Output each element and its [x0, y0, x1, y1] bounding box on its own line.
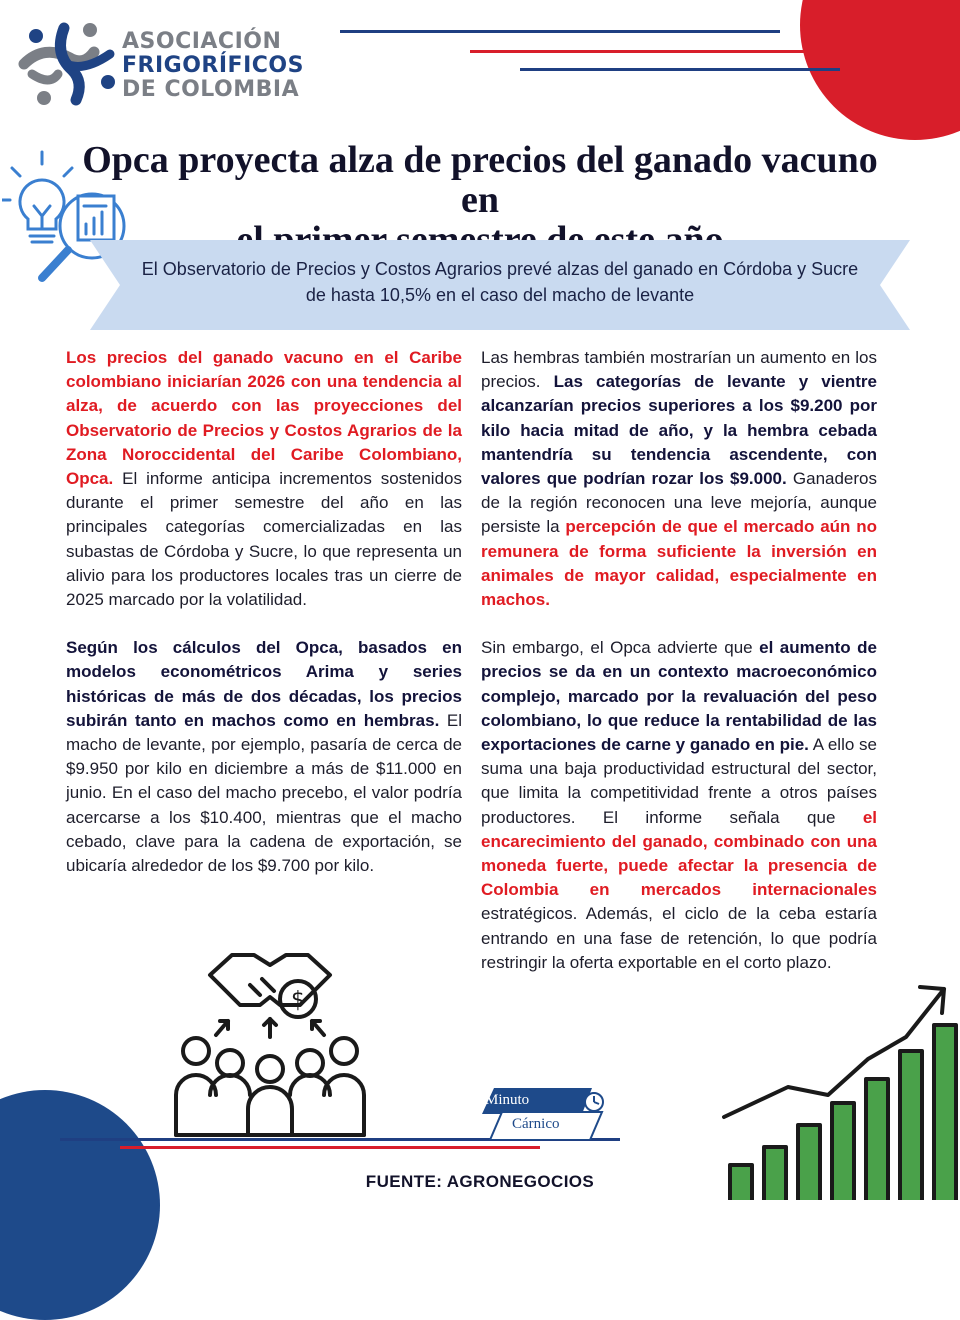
org-line-1: ASOCIACIÓN — [122, 29, 282, 54]
organization-name — [122, 29, 304, 102]
top-divider-line-red — [470, 50, 820, 53]
org-line-3: DE COLOMBIA — [122, 77, 300, 102]
body-text: Las hembras también mostrarían un aumento en los precios. — [481, 348, 877, 392]
badge-line-1: Minuto — [485, 1092, 530, 1108]
highlight-red-text: el encarecimiento del ganado, combinado con una moneda fuerte, puede afectar la presencia de Colombia en mercados internacionales — [481, 807, 877, 900]
body-text: Ganaderos de la región reconocen una leve mejoría, aunque persiste la — [481, 469, 878, 537]
body-text: Sin embargo, el Opca advierte que — [481, 638, 760, 658]
title-line-1: Opca proyecta alza de precios del ganado vacuno en — [82, 139, 878, 221]
paragraph — [66, 636, 462, 878]
subtitle-text: El Observatorio de Precios y Costos Agrarios prevé alzas del ganado en Córdoba y Sucre de hasta 10,5% en el caso del macho de levante — [141, 259, 859, 305]
highlight-bold-text: Según los cálculos del Opca, basados en modelos econométricos Arima y series históricas de más de dos décadas, los precios subirán tanto en machos como en hembras. — [66, 638, 462, 730]
org-line-2: FRIGORÍFICOS — [122, 53, 304, 78]
body-text: A ello se suma una baja productividad estructural del sector, que limita la competitividad frente a otros países productores. El informe señala que — [481, 735, 877, 827]
body-text: estratégicos. Además, el ciclo de la ceba estaría entrando en una fase de retención, lo que podría restringir la oferta exportable en el corto plazo. — [481, 904, 877, 972]
highlight-red-text: Los precios del ganado vacuno en el Caribe colombiano iniciarían 2026 con una tendencia al alza, de acuerdo con las proyecciones del Observatorio de Precios y Costos Agrarios de la Zona Noroccidental del Caribe Colombiano, Opca. — [66, 348, 462, 489]
bottom-divider-line-red — [120, 1146, 540, 1149]
highlight-red-text: percepción de que el mercado aún no remunera de forma suficiente la inversión en animales de mayor calidad, especialmente en machos. — [481, 517, 877, 610]
blue-corner-decoration — [0, 1090, 160, 1320]
right-column — [481, 346, 877, 975]
svg-text:$: $ — [291, 988, 305, 1013]
highlight-bold-text: Las categorías de levante y vientre alcanzarían precios superiores a los $9.200 por kilo hacia mitad de año, y la hembra cebada mantendría su tendencia ascendente, con valores que podrían rozar los $9.000. — [481, 372, 877, 489]
business-meeting-icon — [170, 945, 370, 1145]
paragraph — [481, 346, 877, 612]
body-text: El informe anticipa incrementos sostenidos durante el primer semestre del año en las principales categorías comercializadas en las subastas de Córdoba y Sucre, lo que representa un alivio para los productores locales tras un cierre de 2025 marcado por la volatilidad. — [66, 469, 462, 610]
growth-chart-icon — [718, 975, 960, 1200]
paragraph — [481, 636, 877, 975]
body-text: El macho de levante, por ejemplo, pasaría de cerca de $9.950 por kilo en diciembre a más de $11.000 en junio. En el caso del macho precebo, el valor podría acercarse a los $10.400, mientras que el macho cebado, clave para la cadena de exportación, se ubicaría alrededor de los $9.700 por kilo. — [66, 710, 462, 876]
highlight-bold-text: el aumento de precios se da en un contexto macroeconómico complejo, marcado por la revaluación del peso colombiano, lo que reduce la rentabilidad de las exportaciones de carne y ganado en pie. — [481, 638, 877, 755]
badge-line-2: Cárnico — [512, 1116, 560, 1132]
paragraph — [66, 346, 462, 612]
left-column — [66, 346, 462, 878]
top-divider-line — [340, 30, 780, 33]
source-credit: FUENTE: AGRONEGOCIOS — [365, 1172, 595, 1191]
top-divider-line — [520, 68, 840, 71]
